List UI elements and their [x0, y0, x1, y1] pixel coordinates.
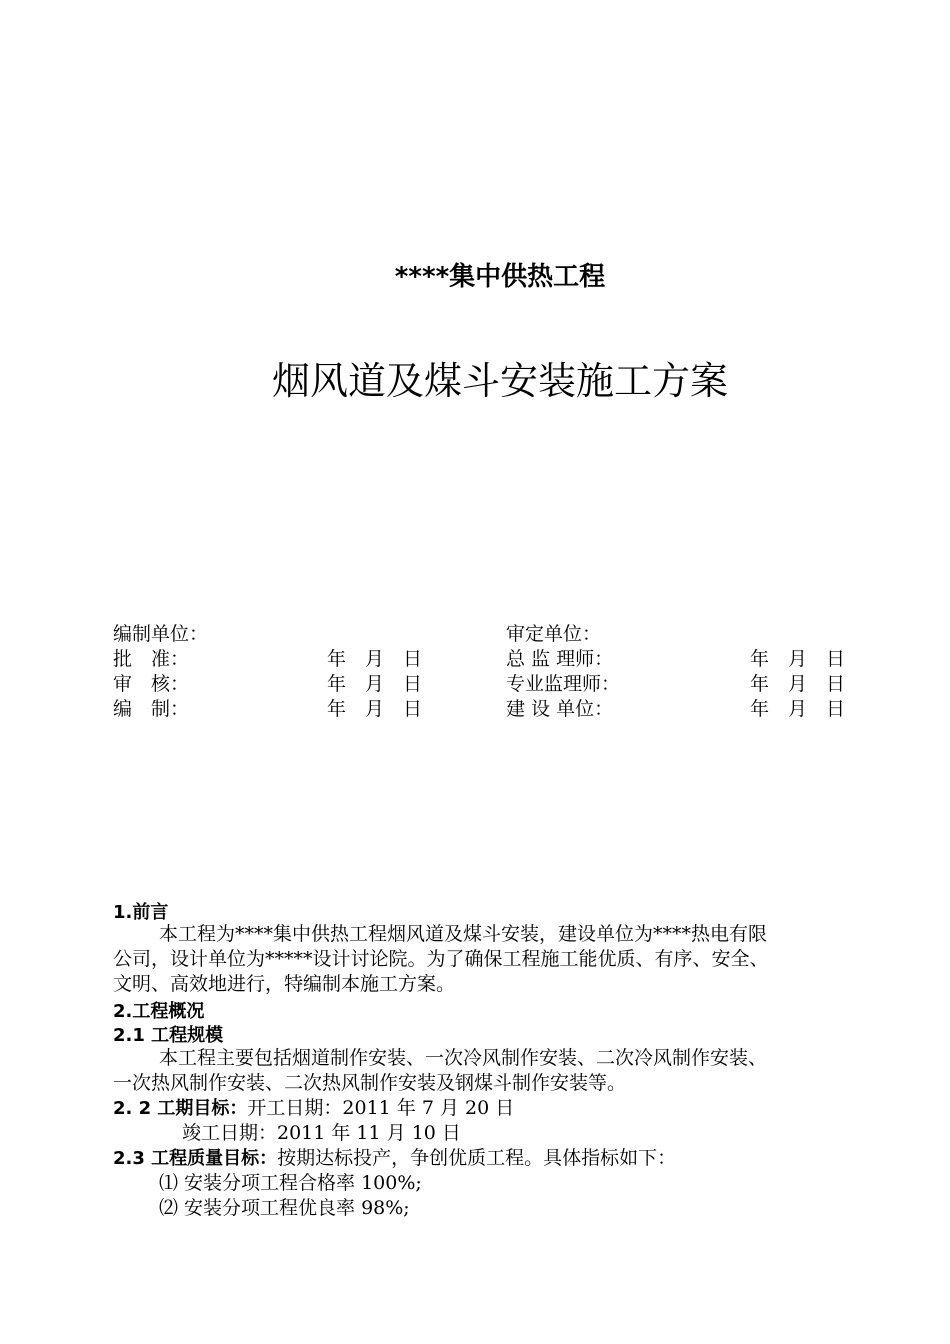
chief-supervisor-label: 总 监 理师：: [506, 648, 614, 670]
document-title: 烟风道及煤斗安装施工方案: [271, 359, 728, 403]
section-1-heading: 1.前言: [113, 902, 169, 923]
end-date: 竣工日期：2011 年 11 月 10 日: [182, 1122, 461, 1144]
section-2-3-heading: 2.3 工程质量目标：: [113, 1148, 278, 1169]
section-2-heading: 2.工程概况: [113, 1001, 205, 1022]
section-2-1-line-2: 一次热风制作安装、二次热风制作安装及钢煤斗制作安装等。: [113, 1072, 627, 1094]
compiler-date: 年 月 日: [327, 698, 423, 720]
section-2-3-row: [113, 1146, 676, 1171]
compile-unit-label: 编制单位：: [113, 623, 209, 645]
section-1-line-1: 本工程为****集中供热工程烟风道及煤斗安装，建设单位为****热电有限: [159, 923, 768, 945]
approver-date: 年 月 日: [327, 648, 423, 670]
section-2-2-row: [113, 1096, 514, 1121]
specialist-supervisor-label: 专业监理师：: [506, 673, 621, 695]
section-2-1-line-1: 本工程主要包括烟道制作安装、一次冷风制作安装、二次冷风制作安装、: [159, 1047, 768, 1069]
project-name: ****集中供热工程: [394, 262, 606, 292]
section-2-1-heading: 2.1 工程规模: [113, 1025, 224, 1046]
approve-unit-label: 审定单位：: [506, 623, 602, 645]
section-1-line-2: 公司，设计单位为*****设计讨论院。为了确保工程施工能优质、有序、安全、: [113, 948, 769, 970]
section-1-line-3: 文明、高效地进行，特编制本施工方案。: [113, 973, 456, 995]
chief-supervisor-date: 年 月 日: [750, 648, 846, 670]
reviewer-label: 审 核：: [113, 673, 190, 695]
quality-item-1: ⑴ 安装分项工程合格率 100%;: [159, 1172, 422, 1194]
approver-label: 批 准：: [113, 648, 190, 670]
section-2-2-heading: 2. 2 工期目标：: [113, 1098, 248, 1119]
specialist-supervisor-date: 年 月 日: [750, 673, 846, 695]
compiler-label: 编 制：: [113, 698, 190, 720]
reviewer-date: 年 月 日: [327, 673, 423, 695]
start-date: 开工日期：2011 年 7 月 20 日: [247, 1097, 515, 1119]
quality-item-2: ⑵ 安装分项工程优良率 98%;: [159, 1197, 410, 1219]
quality-goal-text: 按期达标投产，争创优质工程。具体指标如下：: [277, 1147, 677, 1169]
owner-unit-date: 年 月 日: [750, 698, 846, 720]
owner-unit-label: 建 设 单位：: [506, 698, 614, 720]
